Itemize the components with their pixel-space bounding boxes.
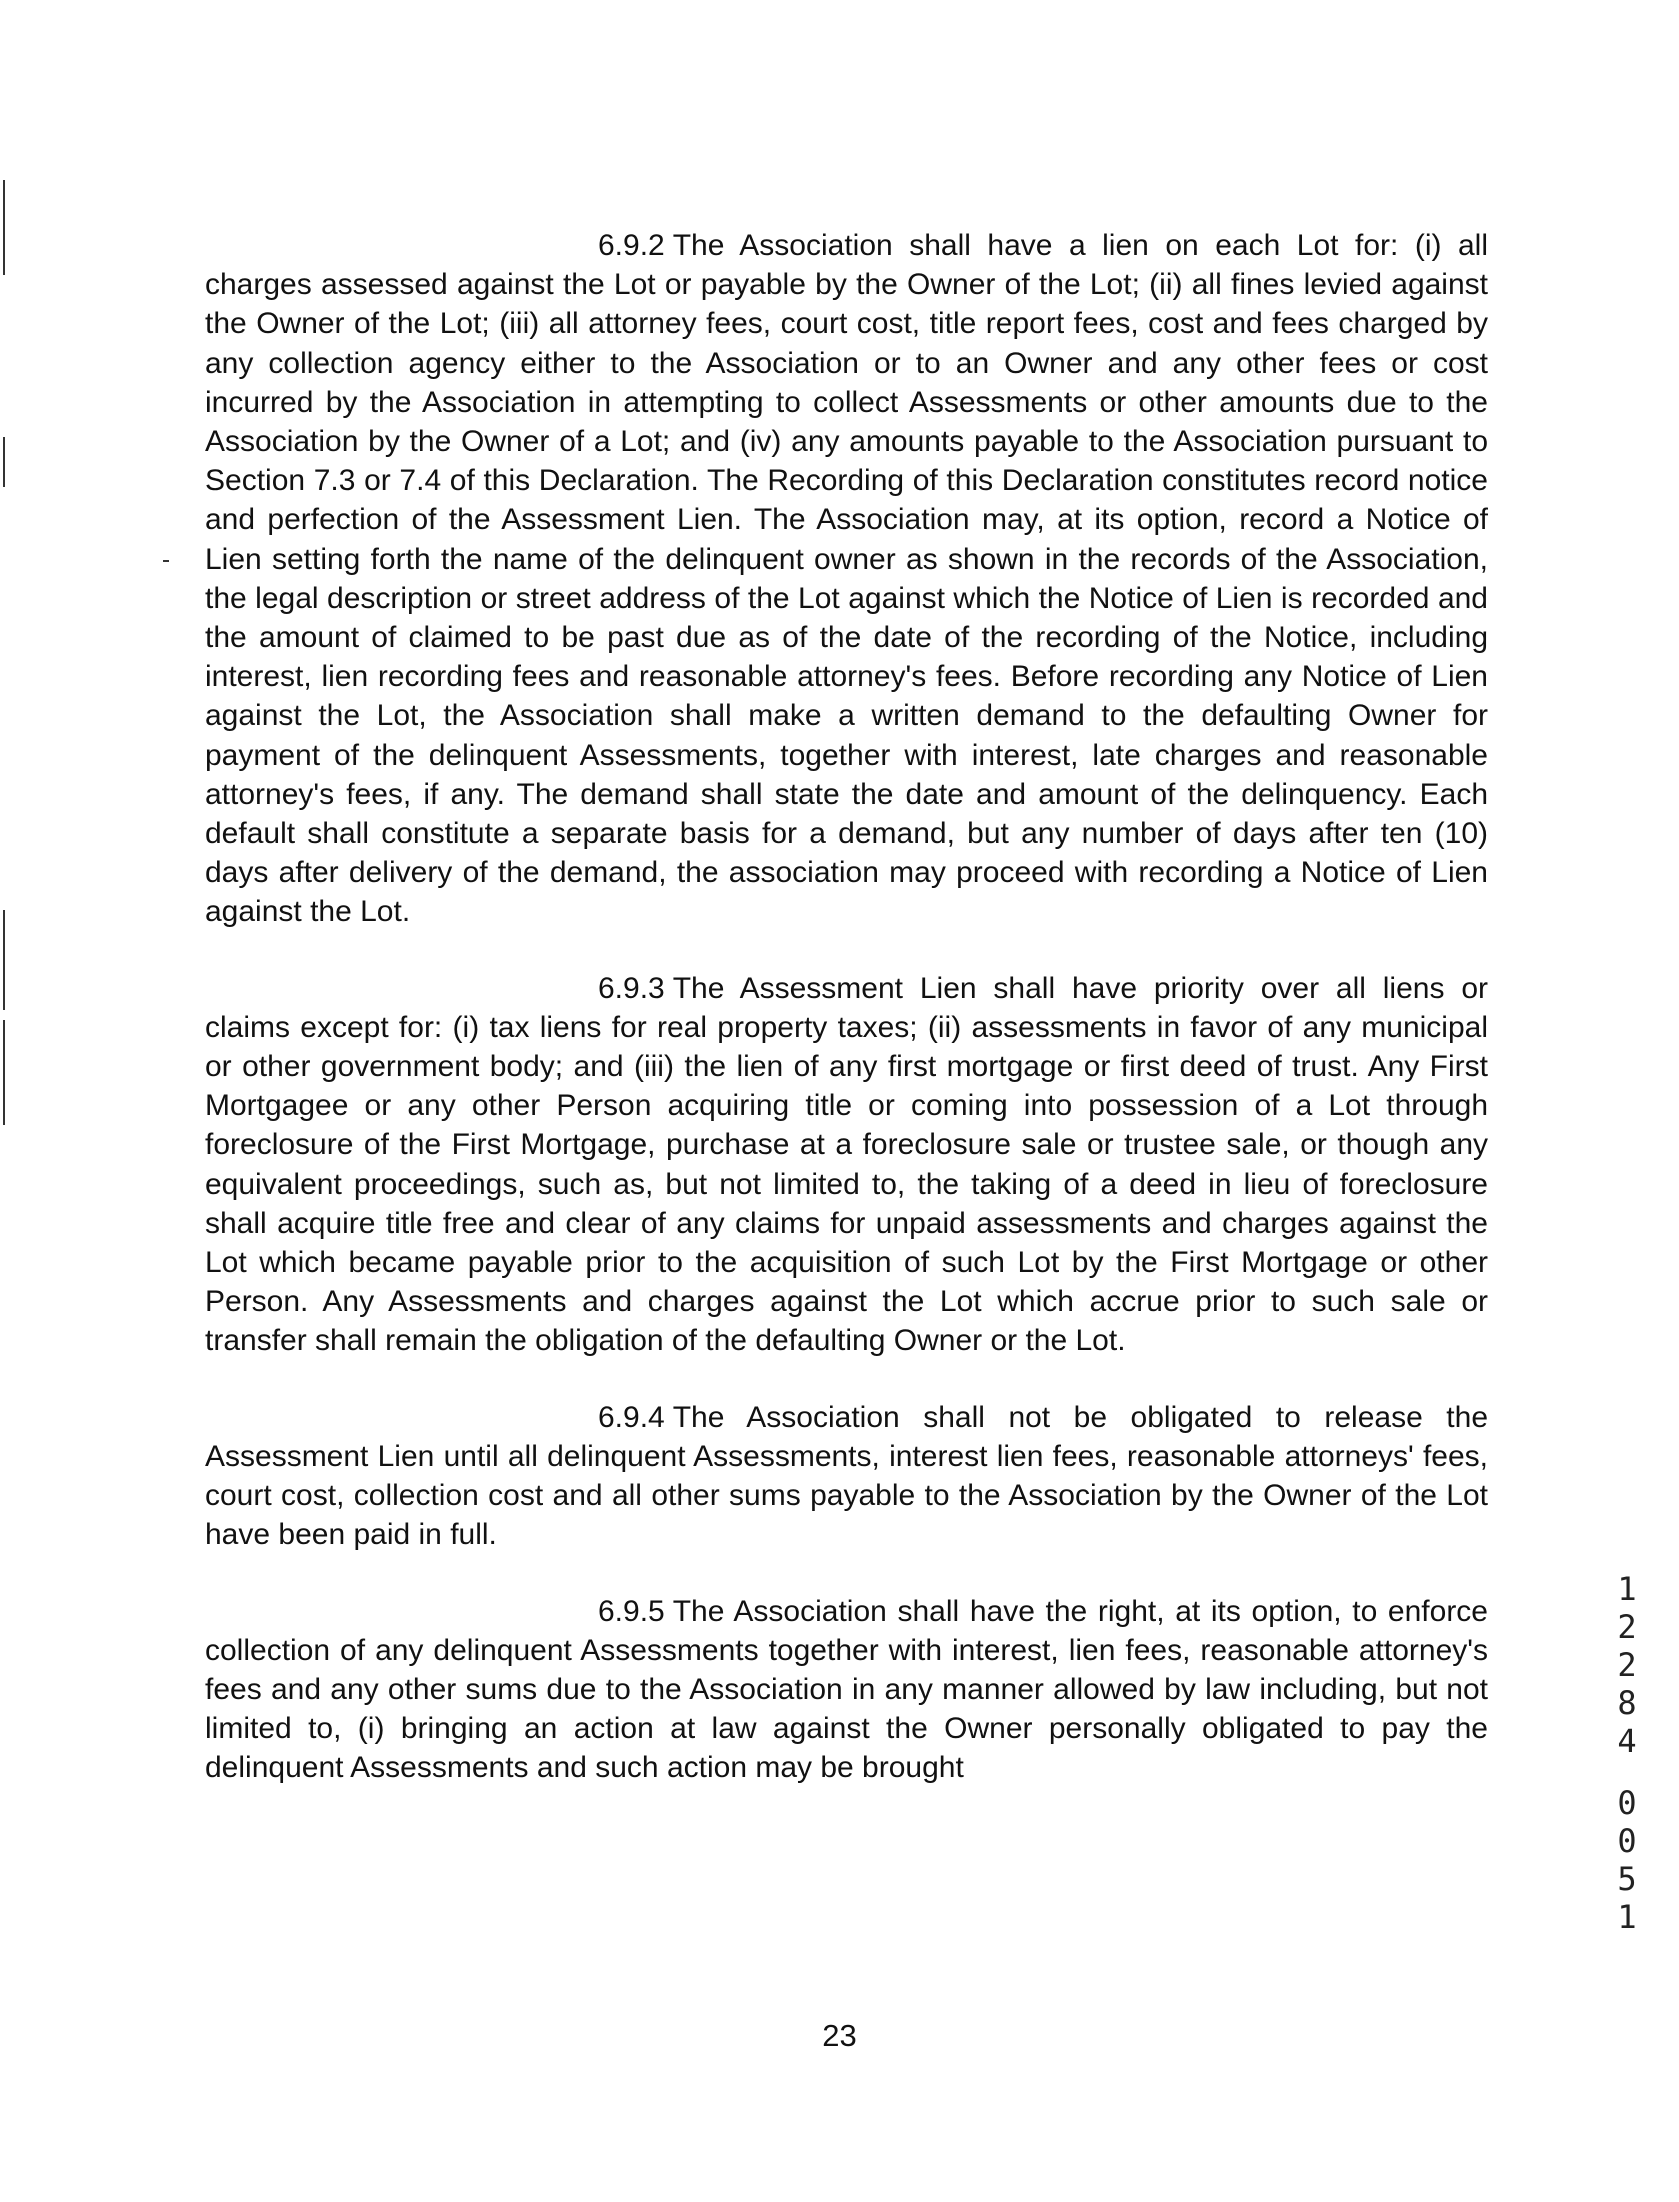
stamp-digit: 2 xyxy=(1617,1646,1637,1684)
stamp-digit: 5 xyxy=(1617,1860,1637,1898)
stamp-digit: 1 xyxy=(1617,1898,1637,1936)
stamp-digit: 2 xyxy=(1617,1608,1637,1646)
stamp-digit: 0 xyxy=(1617,1784,1637,1822)
paragraph-6-9-3 xyxy=(205,969,1488,1361)
section-number: 6.9.2 xyxy=(598,229,665,262)
recording-stamp-number xyxy=(1612,1570,1642,1936)
paragraph-text: The Association shall not be obligated to release the Assessment Lien until all delinquent Assessments, interest lien fees, reasonable attorneys' fees, court cost, collection cost and all other sums payable to the Association by the Owner of the Lot have been paid in full. xyxy=(205,1400,1488,1552)
scan-mark xyxy=(163,560,169,562)
section-number: 6.9.3 xyxy=(598,971,665,1005)
paragraph-6-9-4 xyxy=(205,1398,1488,1555)
paragraph-text: The Association shall have the right, at its option, to enforce collection of any delinquent Assessments together with interest, lien fees, reasonable attorney's fees and any other sums due to the Association in any manner allowed by law including, but not limited to, (i) bringing an action at law against the Owner personally obligated to pay the delinquent Assessments and such action may be brought xyxy=(205,1594,1488,1785)
stamp-digit: 8 xyxy=(1617,1684,1637,1722)
stamp-digit: 4 xyxy=(1617,1722,1637,1760)
document-body xyxy=(205,226,1488,1825)
page-number: 23 xyxy=(822,2018,857,2053)
scan-mark xyxy=(3,910,5,1010)
scan-mark xyxy=(3,437,5,487)
stamp-digit: 0 xyxy=(1617,1822,1637,1860)
paragraph-6-9-5 xyxy=(205,1592,1488,1788)
scan-mark xyxy=(3,180,5,275)
paragraph-6-9-2 xyxy=(205,226,1488,932)
paragraph-text: The Association shall have a lien on each Lot for: (i) all charges assessed against the Lot or payable by the Owner of the Lot; (ii) all fines levied against the Owner of the Lot; (iii) all attorney fees, court cost, title report fees, cost and fees charged by any collection agency either to the Association or to an Owner and any other fees or cost incurred by the Association in attempting to collect Assessments or other amounts due to the Association by the Owner of a Lot; and (iv) any amounts payable to the Association pursuant to Section 7.3 or 7.4 of this Declaration. The Recording of this Declaration constitutes record notice and perfection of the Assessment Lien. The Association may, at its option, record a Notice of Lien setting forth the name of the delinquent owner as shown in the records of the Association, the legal description or street address of the Lot against which the Notice of Lien is recorded and the amount of claimed to be past due as of the date of the recording of the Notice, including interest, lien recording fees and reasonable attorney's fees. Before recording any Notice of Lien against the Lot, the Association shall make a written demand to the defaulting Owner for payment of the delinquent Assessments, together with interest, late charges and reasonable attorney's fees, if any. The demand shall state the date and amount of the delinquency. Each default shall constitute a separate basis for a demand, but any number of days after ten (10) days after delivery of the demand, the association may proceed with recording a Notice of Lien against the Lot. xyxy=(205,229,1488,929)
stamp-digit: 1 xyxy=(1617,1570,1637,1608)
stamp-gap xyxy=(1612,1760,1642,1784)
section-number: 6.9.4 xyxy=(598,1400,665,1434)
section-number: 6.9.5 xyxy=(598,1594,665,1628)
scan-mark xyxy=(3,1020,5,1125)
paragraph-text: The Assessment Lien shall have priority over all liens or claims except for: (i) tax liens for real property taxes; (ii) assessments in favor of any municipal or other government body; and (iii) the lien of any first mortgage or first deed of trust. Any First Mortgagee or any other Person acquiring title or coming into possession of a Lot through foreclosure of the First Mortgage, purchase at a foreclosure sale or trustee sale, or though any equivalent proceedings, such as, but not limited to, the taking of a deed in lieu of foreclosure shall acquire title free and clear of any claims for unpaid assessments and charges against the Lot which became payable prior to the acquisition of such Lot by the First Mortgage or other Person. Any Assessments and charges against the Lot which accrue prior to such sale or transfer shall remain the obligation of the defaulting Owner or the Lot. xyxy=(205,971,1488,1358)
